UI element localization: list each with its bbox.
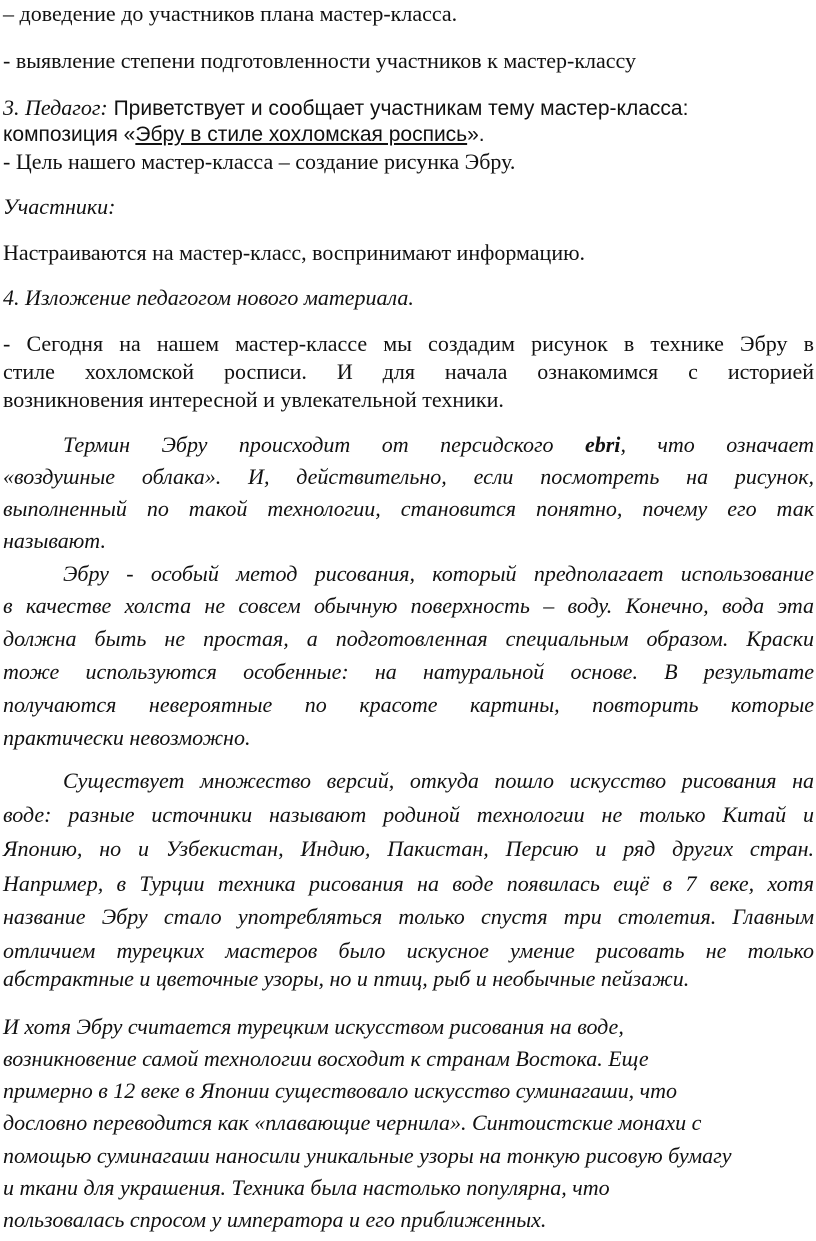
ebru-line: должна быть не простая, а подготовленная специальным образом. Краски: [3, 626, 814, 651]
versions-line: Например, в Турции техника рисования на воде появилась ещё в 7 веке, хотя: [3, 871, 814, 896]
ebru-line: в качестве холста не совсем обычную поверхность – воду. Конечно, вода эта: [3, 593, 814, 618]
intro-line: возникновения интересной и увлекательной техники.: [3, 387, 504, 412]
japan-line: и ткани для украшения. Техника была настолько популярна, что: [3, 1175, 610, 1200]
ebru-line: получаются невероятные по красоте картины, повторить которые: [3, 692, 814, 717]
goal-line: - Цель нашего мастер-класса – создание рисунка Эбру.: [3, 149, 516, 174]
versions-line: Существует множество версий, откуда пошло искусство рисования на: [63, 768, 814, 793]
ebru-line: тоже используются особенные: на натуральной основе. В результате: [3, 659, 814, 684]
composition-prefix: композиция «: [3, 123, 136, 146]
versions-line: отличием турецких мастеров было искусное умение рисовать не только: [3, 938, 814, 963]
participants-label: Участники:: [3, 194, 116, 219]
japan-line: возникновение самой технологии восходит к странам Востока. Еще: [3, 1046, 649, 1071]
term-suffix: , что означает: [620, 432, 814, 457]
section-3-text: Приветствует и сообщает участникам тему мастер-класса:: [107, 97, 689, 120]
versions-line: воде: разные источники называют родиной технологии не только Китай и: [3, 802, 814, 827]
composition-suffix: ».: [467, 123, 485, 146]
section-4-heading: 4. Изложение педагогом нового материала.: [3, 285, 414, 310]
japan-line: дословно переводится как «плавающие чернила». Синтоистские монахи с: [3, 1110, 702, 1135]
japan-line: примерно в 12 веке в Японии существовало искусство суминагаши, что: [3, 1078, 678, 1103]
versions-line: Японию, но и Узбекистан, Индию, Пакистан, Персию и ряд других стран.: [3, 836, 814, 861]
term-line: «воздушные облака». И, действительно, если посмотреть на рисунок,: [3, 464, 814, 489]
composition-line: [3, 122, 485, 148]
term-line: выполненный по такой технологии, становится понятно, почему его так: [3, 496, 814, 521]
term-line: называют.: [3, 528, 106, 553]
term-line: [63, 432, 814, 458]
ebru-line: Эбру - особый метод рисования, который предполагает использование: [63, 561, 814, 586]
japan-line: помощью суминагаши наносили уникальные узоры на тонкую рисовую бумагу: [3, 1143, 732, 1168]
participants-text: Настраиваются на мастер-класс, воспринимают информацию.: [3, 240, 586, 265]
term-word: ebri: [584, 432, 621, 457]
japan-line: пользовалась спросом у императора и его приближенных.: [3, 1207, 547, 1232]
readiness-line: - выявление степени подготовленности участников к мастер-классу: [3, 48, 637, 73]
versions-line: название Эбру стало употребляться только спустя три столетия. Главным: [3, 904, 814, 929]
composition-topic: Эбру в стиле хохломская роспись: [135, 123, 468, 146]
section-3-line: [3, 95, 688, 122]
section-3-number: 3. Педагог:: [3, 95, 108, 120]
plan-line: – доведение до участников плана мастер-класса.: [3, 1, 458, 26]
ebru-line: практически невозможно.: [3, 725, 251, 750]
versions-line: абстрактные и цветочные узоры, но и птиц, рыб и необычные пейзажи.: [3, 966, 690, 991]
japan-line: И хотя Эбру считается турецким искусством рисования на воде,: [3, 1014, 624, 1039]
term-prefix: Термин Эбру происходит от персидского: [63, 432, 585, 457]
intro-line: стиле хохломской росписи. И для начала ознакомимся с историей: [3, 359, 814, 384]
intro-line: - Сегодня на нашем мастер-классе мы создадим рисунок в технике Эбру в: [3, 331, 814, 356]
